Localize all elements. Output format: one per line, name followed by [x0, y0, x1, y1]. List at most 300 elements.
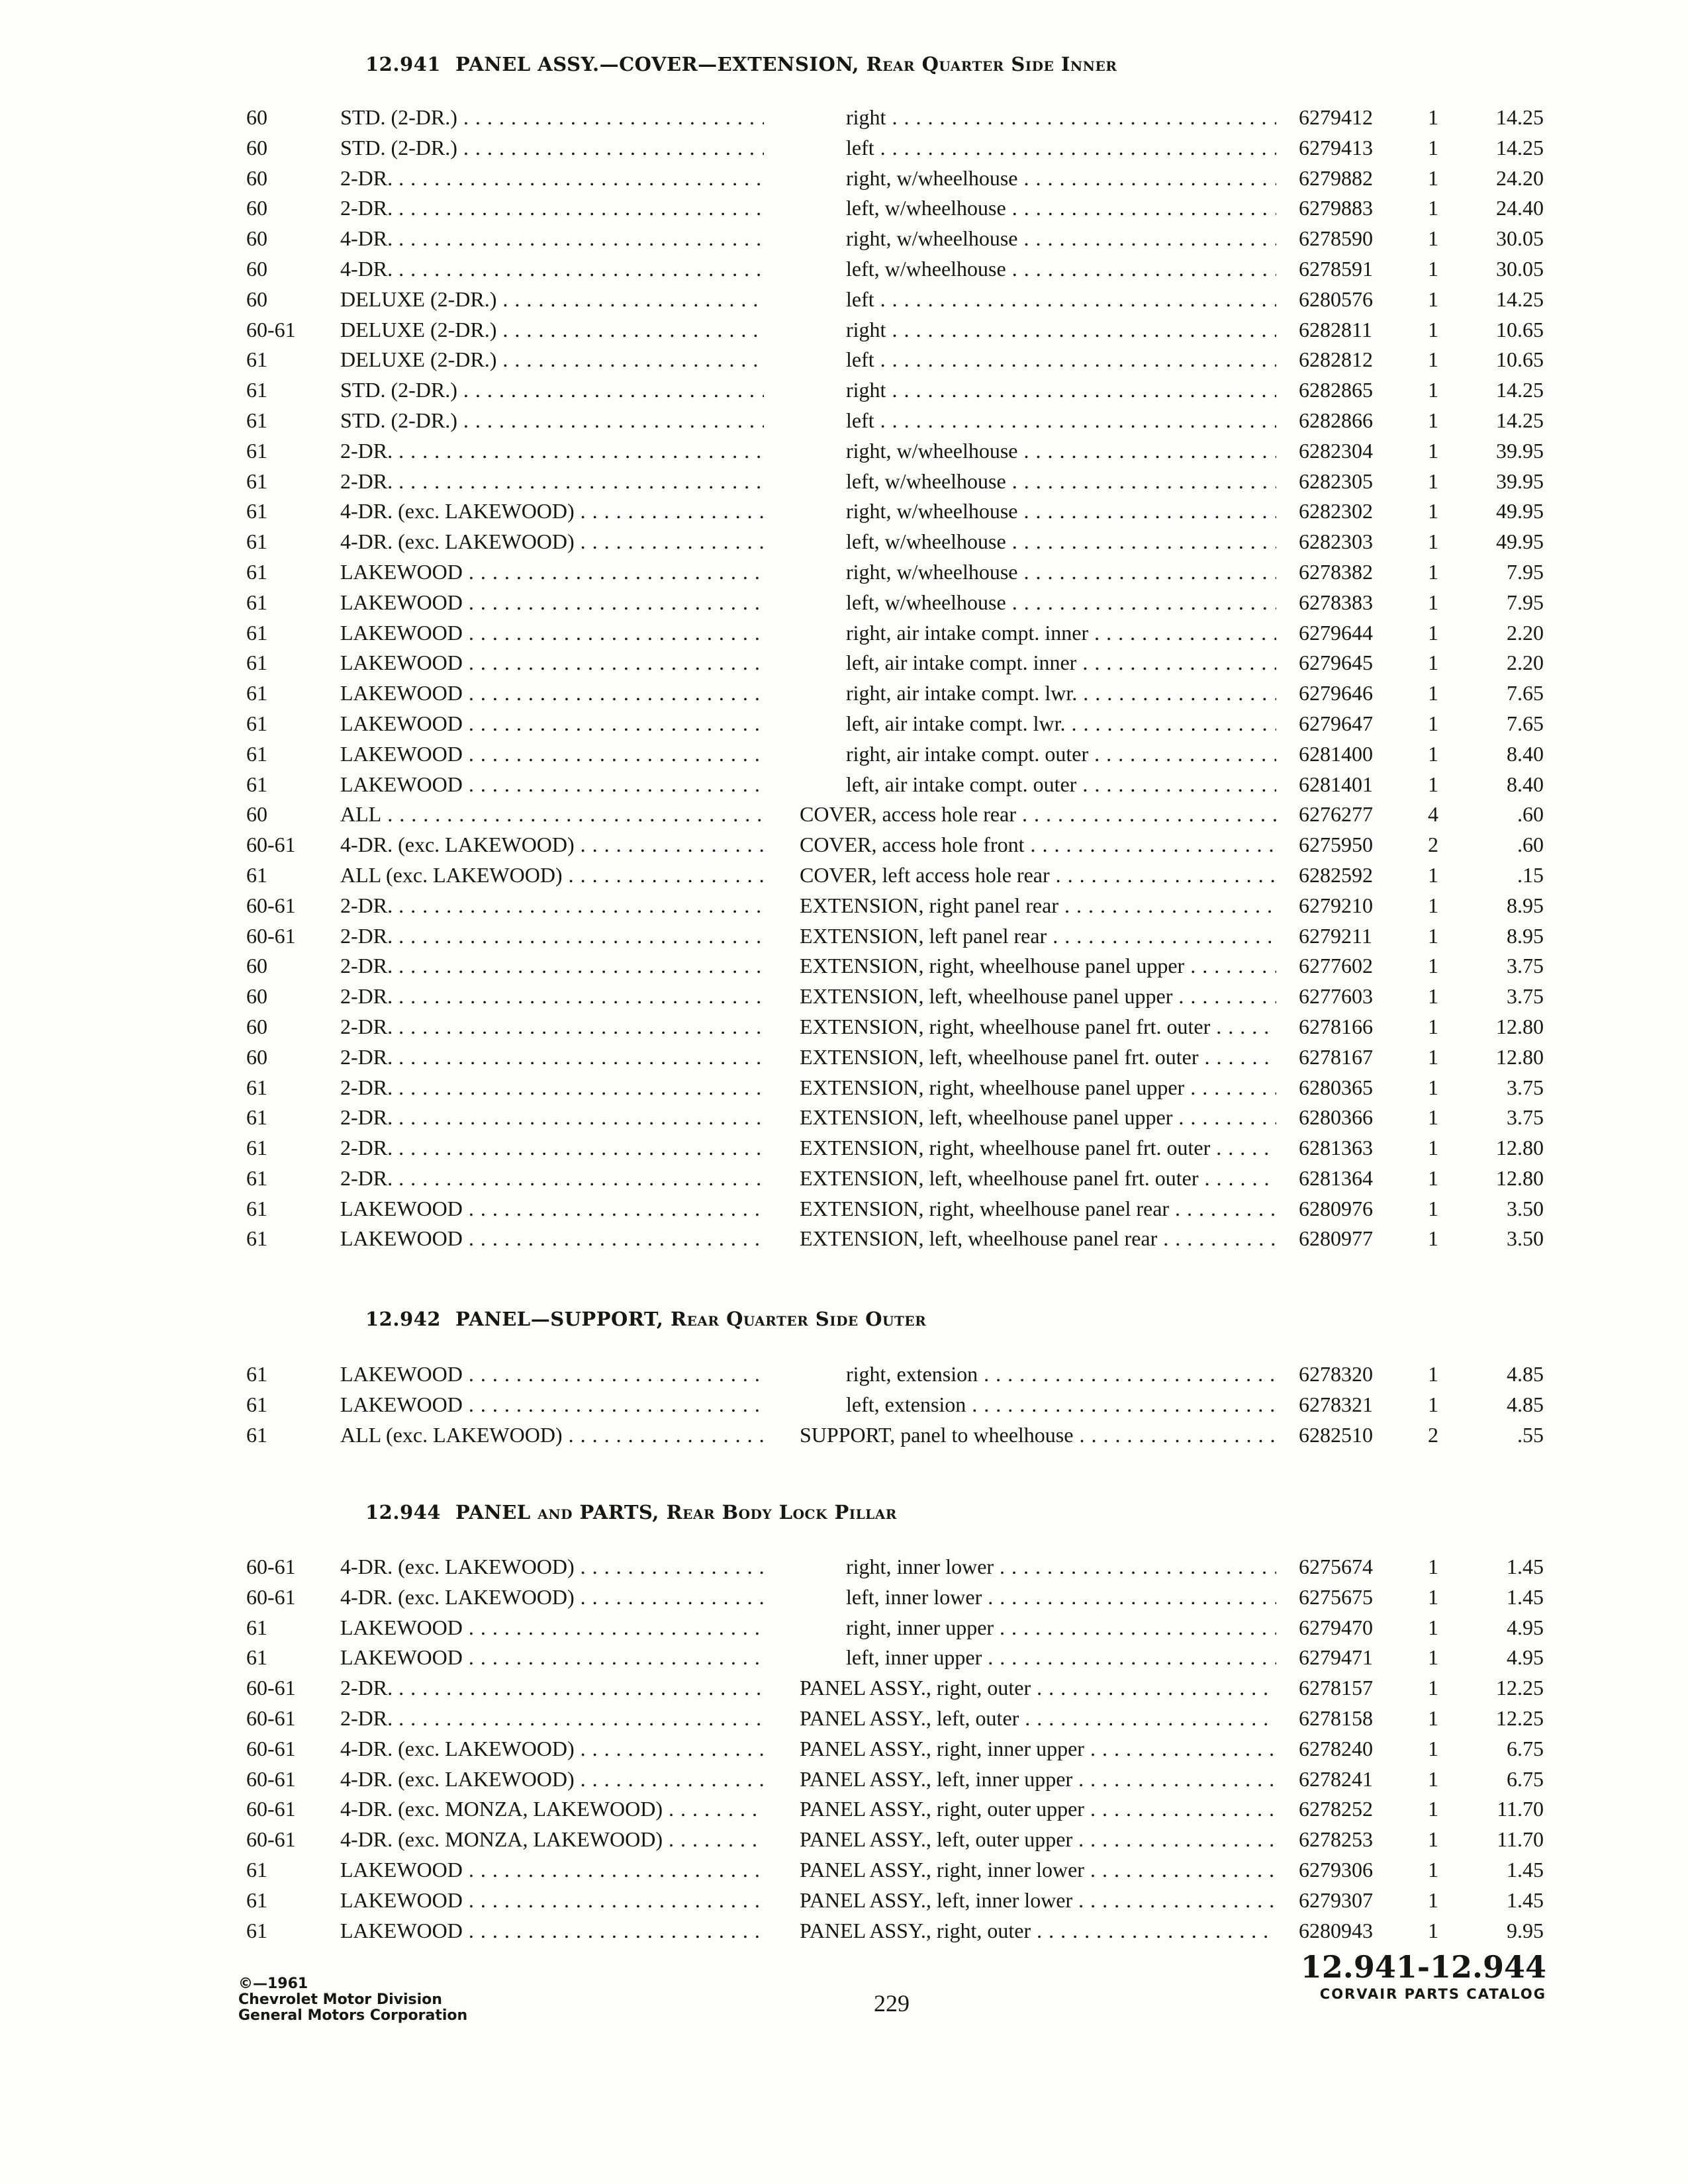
part-description: EXTENSION, right, wheelhouse panel upper . . . — [800, 1073, 1276, 1103]
part-number: 6282302 — [1299, 499, 1373, 523]
part-row — [0, 133, 1688, 163]
model-name: LAKEWOOD . . . — [340, 709, 764, 739]
model-year: 60 — [246, 165, 267, 190]
part-description: right, air intake compt. lwr. . . . — [846, 678, 1276, 709]
part-row — [0, 1133, 1688, 1163]
model-year: 61 — [246, 590, 267, 614]
part-row — [0, 799, 1688, 830]
quantity: 1 — [1428, 1615, 1438, 1639]
model-name: DELUXE (2-DR.) . . . — [340, 285, 764, 315]
part-row — [0, 1420, 1688, 1451]
part-number: 6279306 — [1299, 1857, 1373, 1882]
part-description: PANEL ASSY., left, inner lower . . . — [800, 1886, 1276, 1916]
part-number: 6279646 — [1299, 681, 1373, 705]
part-description: EXTENSION, left, wheelhouse panel rear . . . — [800, 1224, 1276, 1254]
quantity: 1 — [1428, 711, 1438, 735]
part-description: COVER, access hole rear . . . — [800, 799, 1276, 830]
part-description: right, w/wheelhouse . . . — [846, 163, 1276, 194]
quantity: 1 — [1428, 1044, 1438, 1069]
part-number: 6282303 — [1299, 529, 1373, 554]
section-title — [365, 1501, 897, 1524]
quantity: 1 — [1428, 559, 1438, 584]
model-year: 61 — [246, 1422, 267, 1447]
part-description: EXTENSION, right, wheelhouse panel upper . . . — [800, 951, 1276, 981]
model-year: 61 — [246, 378, 267, 402]
model-name: 2-DR. . . . — [340, 921, 764, 952]
model-year: 60-61 — [246, 1676, 296, 1700]
part-row — [0, 1916, 1688, 1946]
price: 4.95 — [1507, 1645, 1544, 1670]
section-number: 12.944 — [365, 1501, 441, 1524]
model-name: 4-DR. (exc. LAKEWOOD) . . . — [340, 496, 764, 527]
model-year: 60 — [246, 135, 267, 159]
section-heading: PANEL ASSY.—COVER—EXTENSION, Rear Quarter Side Inner — [455, 53, 1117, 75]
model-name: 2-DR. . . . — [340, 163, 764, 194]
quantity: 1 — [1428, 1584, 1438, 1609]
part-row — [0, 1704, 1688, 1734]
model-year: 60-61 — [246, 1706, 296, 1730]
part-row — [0, 678, 1688, 709]
part-description: PANEL ASSY., right, outer . . . — [800, 1673, 1276, 1704]
price: 4.85 — [1507, 1362, 1544, 1386]
model-name: DELUXE (2-DR.) . . . — [340, 315, 764, 345]
part-number: 6280365 — [1299, 1075, 1373, 1099]
model-name: 4-DR. (exc. LAKEWOOD) . . . — [340, 1552, 764, 1582]
part-row — [0, 345, 1688, 375]
part-number: 6282304 — [1299, 438, 1373, 463]
part-description: PANEL ASSY., left, outer . . . — [800, 1704, 1276, 1734]
quantity: 1 — [1428, 893, 1438, 917]
model-name: LAKEWOOD . . . — [340, 618, 764, 649]
model-name: 4-DR. (exc. LAKEWOOD) . . . — [340, 527, 764, 557]
part-number: 6278241 — [1299, 1766, 1373, 1791]
model-name: LAKEWOOD . . . — [340, 1613, 764, 1643]
part-description: EXTENSION, left, wheelhouse panel frt. outer . . . — [800, 1042, 1276, 1073]
section-heading: PANEL—SUPPORT, Rear Quarter Side Outer — [455, 1308, 927, 1330]
part-number: 6282812 — [1299, 347, 1373, 372]
part-number: 6278591 — [1299, 256, 1373, 281]
model-year: 60 — [246, 226, 267, 251]
model-year: 60 — [246, 802, 267, 827]
part-number: 6282866 — [1299, 408, 1373, 432]
model-year: 60-61 — [246, 317, 296, 341]
part-row — [0, 163, 1688, 194]
model-year: 60 — [246, 984, 267, 1009]
section-heading: PANEL and PARTS, Rear Body Lock Pillar — [455, 1501, 897, 1524]
quantity: 1 — [1428, 1676, 1438, 1700]
model-year: 61 — [246, 741, 267, 766]
model-name: 4-DR. (exc. LAKEWOOD) . . . — [340, 1764, 764, 1795]
model-name: LAKEWOOD . . . — [340, 1916, 764, 1946]
part-description: right, air intake compt. outer . . . — [846, 739, 1276, 770]
part-number: 6281364 — [1299, 1165, 1373, 1190]
part-row — [0, 1359, 1688, 1390]
parts-list — [0, 103, 1688, 1254]
quantity: 1 — [1428, 469, 1438, 493]
part-number: 6278383 — [1299, 590, 1373, 614]
quantity: 1 — [1428, 954, 1438, 978]
part-description: left, air intake compt. outer . . . — [846, 770, 1276, 800]
model-year: 61 — [246, 1392, 267, 1416]
part-row — [0, 1103, 1688, 1133]
model-year: 60-61 — [246, 1766, 296, 1791]
model-name: LAKEWOOD . . . — [340, 1643, 764, 1673]
part-row — [0, 467, 1688, 497]
quantity: 2 — [1428, 1422, 1438, 1447]
quantity: 1 — [1428, 287, 1438, 311]
part-row — [0, 770, 1688, 800]
model-name: LAKEWOOD . . . — [340, 1194, 764, 1224]
part-description: PANEL ASSY., right, outer upper . . . — [800, 1794, 1276, 1825]
part-row — [0, 1042, 1688, 1073]
part-description: left, inner lower . . . — [846, 1582, 1276, 1613]
quantity: 1 — [1428, 1706, 1438, 1730]
quantity: 4 — [1428, 802, 1438, 827]
part-number: 6275950 — [1299, 833, 1373, 857]
quantity: 1 — [1428, 438, 1438, 463]
quantity: 1 — [1428, 772, 1438, 796]
model-year: 61 — [246, 1888, 267, 1912]
price: 39.95 — [1496, 469, 1544, 493]
price: 11.70 — [1497, 1827, 1544, 1852]
part-number: 6281400 — [1299, 741, 1373, 766]
quantity: 1 — [1428, 1555, 1438, 1578]
part-number: 6280943 — [1299, 1918, 1373, 1942]
part-number: 6279644 — [1299, 620, 1373, 645]
model-year: 60-61 — [246, 923, 296, 948]
model-year: 61 — [246, 1075, 267, 1099]
part-description: left, w/wheelhouse . . . — [846, 193, 1276, 224]
model-year: 61 — [246, 408, 267, 432]
part-row — [0, 1582, 1688, 1613]
part-row — [0, 285, 1688, 315]
part-description: left . . . — [846, 406, 1276, 436]
part-description: PANEL ASSY., left, outer upper . . . — [800, 1825, 1276, 1855]
model-year: 61 — [246, 711, 267, 735]
part-row — [0, 981, 1688, 1012]
price: 7.95 — [1507, 590, 1544, 614]
model-year: 61 — [246, 862, 267, 887]
model-name: 2-DR. . . . — [340, 1704, 764, 1734]
price: 1.45 — [1507, 1584, 1544, 1609]
part-row — [0, 830, 1688, 860]
price: 3.50 — [1507, 1196, 1544, 1220]
model-name: 4-DR. (exc. LAKEWOOD) . . . — [340, 1582, 764, 1613]
price: 3.75 — [1507, 954, 1544, 978]
quantity: 1 — [1428, 1196, 1438, 1220]
model-year: 60 — [246, 196, 267, 220]
price: 11.70 — [1497, 1797, 1544, 1821]
part-description: right, w/wheelhouse . . . — [846, 224, 1276, 254]
quantity: 1 — [1428, 620, 1438, 645]
part-description: right, w/wheelhouse . . . — [846, 557, 1276, 588]
part-number: 6279307 — [1299, 1888, 1373, 1912]
quantity: 1 — [1428, 1645, 1438, 1670]
part-number: 6278320 — [1299, 1362, 1373, 1386]
model-year: 61 — [246, 620, 267, 645]
quantity: 1 — [1428, 165, 1438, 190]
part-row — [0, 588, 1688, 618]
part-row — [0, 1390, 1688, 1420]
model-year: 61 — [246, 1615, 267, 1639]
part-row — [0, 406, 1688, 436]
part-description: left, w/wheelhouse . . . — [846, 254, 1276, 285]
part-description: right . . . — [846, 103, 1276, 133]
price: .60 — [1517, 802, 1544, 827]
part-row — [0, 1855, 1688, 1886]
part-description: right . . . — [846, 315, 1276, 345]
part-description: PANEL ASSY., right, inner lower . . . — [800, 1855, 1276, 1886]
model-year: 61 — [246, 438, 267, 463]
model-year: 61 — [246, 1645, 267, 1670]
model-name: 2-DR. . . . — [340, 1163, 764, 1194]
part-number: 6282510 — [1299, 1422, 1373, 1447]
price: 12.80 — [1496, 1136, 1544, 1160]
quantity: 1 — [1428, 1105, 1438, 1130]
price: 24.20 — [1496, 165, 1544, 190]
quantity: 2 — [1428, 833, 1438, 857]
model-year: 60-61 — [246, 1797, 296, 1821]
price: 49.95 — [1496, 499, 1544, 523]
part-number: 6280977 — [1299, 1226, 1373, 1251]
quantity: 1 — [1428, 499, 1438, 523]
part-number: 6279412 — [1299, 105, 1373, 129]
part-description: right, inner upper . . . — [846, 1613, 1276, 1643]
part-number: 6278240 — [1299, 1736, 1373, 1760]
part-number: 6280366 — [1299, 1105, 1373, 1130]
division-name: Chevrolet Motor Division — [238, 1991, 442, 2008]
price: 7.65 — [1507, 681, 1544, 705]
model-year: 60-61 — [246, 1736, 296, 1760]
model-name: STD. (2-DR.) . . . — [340, 406, 764, 436]
part-description: left, extension . . . — [846, 1390, 1276, 1420]
price: .60 — [1517, 833, 1544, 857]
model-name: LAKEWOOD . . . — [340, 678, 764, 709]
model-year: 60-61 — [246, 1584, 296, 1609]
part-number: 6278253 — [1299, 1827, 1373, 1852]
part-number: 6279210 — [1299, 893, 1373, 917]
part-row — [0, 1194, 1688, 1224]
quantity: 1 — [1428, 135, 1438, 159]
price: 1.45 — [1507, 1888, 1544, 1912]
price: 6.75 — [1507, 1736, 1544, 1760]
part-row — [0, 739, 1688, 770]
part-row — [0, 648, 1688, 678]
price: 14.25 — [1496, 135, 1544, 159]
quantity: 1 — [1428, 1136, 1438, 1160]
part-number: 6282305 — [1299, 469, 1373, 493]
part-description: left, inner upper . . . — [846, 1643, 1276, 1673]
part-description: PANEL ASSY., left, inner upper . . . — [800, 1764, 1276, 1795]
quantity: 1 — [1428, 923, 1438, 948]
part-row — [0, 224, 1688, 254]
part-description: COVER, left access hole rear . . . — [800, 860, 1276, 891]
part-row — [0, 496, 1688, 527]
model-year: 60-61 — [246, 1555, 296, 1578]
model-name: 4-DR. (exc. LAKEWOOD) . . . — [340, 830, 764, 860]
part-number: 6278382 — [1299, 559, 1373, 584]
part-description: left, w/wheelhouse . . . — [846, 588, 1276, 618]
part-number: 6278252 — [1299, 1797, 1373, 1821]
model-year: 61 — [246, 1196, 267, 1220]
part-row — [0, 1673, 1688, 1704]
part-number: 6278167 — [1299, 1044, 1373, 1069]
part-description: EXTENSION, right, wheelhouse panel rear . . . — [800, 1194, 1276, 1224]
price: 3.75 — [1507, 1105, 1544, 1130]
part-number: 6279883 — [1299, 196, 1373, 220]
part-number: 6278166 — [1299, 1014, 1373, 1038]
price: .15 — [1517, 862, 1544, 887]
model-name: LAKEWOOD . . . — [340, 770, 764, 800]
quantity: 1 — [1428, 1766, 1438, 1791]
quantity: 1 — [1428, 651, 1438, 675]
section-title — [365, 53, 1117, 75]
part-number: 6279471 — [1299, 1645, 1373, 1670]
model-year: 61 — [246, 529, 267, 554]
part-row — [0, 891, 1688, 921]
quantity: 1 — [1428, 741, 1438, 766]
model-name: 2-DR. . . . — [340, 1073, 764, 1103]
price: 30.05 — [1496, 256, 1544, 281]
catalog-name: CORVAIR PARTS CATALOG — [1319, 1986, 1546, 2002]
quantity: 1 — [1428, 317, 1438, 341]
price: 24.40 — [1496, 196, 1544, 220]
price: 7.95 — [1507, 559, 1544, 584]
part-row — [0, 1613, 1688, 1643]
model-year: 60-61 — [246, 893, 296, 917]
quantity: 1 — [1428, 681, 1438, 705]
price: 3.75 — [1507, 984, 1544, 1009]
section-range: 12.941-12.944 — [1300, 1949, 1546, 1985]
model-year: 60-61 — [246, 1827, 296, 1852]
part-description: left . . . — [846, 285, 1276, 315]
model-name: 2-DR. . . . — [340, 1012, 764, 1042]
model-name: 2-DR. . . . — [340, 891, 764, 921]
quantity: 1 — [1428, 196, 1438, 220]
model-name: 4-DR. (exc. MONZA, LAKEWOOD) . . . — [340, 1825, 764, 1855]
quantity: 1 — [1428, 408, 1438, 432]
quantity: 1 — [1428, 378, 1438, 402]
publisher-block — [238, 1976, 467, 2024]
part-description: EXTENSION, left, wheelhouse panel frt. outer . . . — [800, 1163, 1276, 1194]
quantity: 1 — [1428, 529, 1438, 554]
part-row — [0, 860, 1688, 891]
price: 12.25 — [1496, 1706, 1544, 1730]
quantity: 1 — [1428, 1918, 1438, 1942]
part-number: 6279882 — [1299, 165, 1373, 190]
price: 4.95 — [1507, 1615, 1544, 1639]
part-number: 6279211 — [1299, 923, 1372, 948]
model-name: 2-DR. . . . — [340, 1042, 764, 1073]
model-name: 4-DR. (exc. LAKEWOOD) . . . — [340, 1734, 764, 1764]
part-row — [0, 103, 1688, 133]
price: 12.80 — [1496, 1165, 1544, 1190]
part-row — [0, 1643, 1688, 1673]
quantity: 1 — [1428, 862, 1438, 887]
quantity: 1 — [1428, 1165, 1438, 1190]
quantity: 1 — [1428, 1797, 1438, 1821]
part-description: left . . . — [846, 345, 1276, 375]
part-description: left, air intake compt. inner . . . — [846, 648, 1276, 678]
part-row — [0, 436, 1688, 467]
model-year: 60 — [246, 105, 267, 129]
model-year: 60 — [246, 287, 267, 311]
part-number: 6282811 — [1299, 317, 1372, 341]
part-number: 6282592 — [1299, 862, 1373, 887]
price: 7.65 — [1507, 711, 1544, 735]
part-number: 6278158 — [1299, 1706, 1373, 1730]
model-name: ALL (exc. LAKEWOOD) . . . — [340, 1420, 764, 1451]
part-number: 6275674 — [1299, 1555, 1373, 1578]
model-year: 61 — [246, 1362, 267, 1386]
part-row — [0, 1825, 1688, 1855]
model-name: DELUXE (2-DR.) . . . — [340, 345, 764, 375]
model-name: LAKEWOOD . . . — [340, 1224, 764, 1254]
model-name: 2-DR. . . . — [340, 467, 764, 497]
parts-list — [0, 1359, 1688, 1450]
price: 3.50 — [1507, 1226, 1544, 1251]
quantity: 1 — [1428, 1392, 1438, 1416]
model-name: LAKEWOOD . . . — [340, 588, 764, 618]
part-row — [0, 1073, 1688, 1103]
part-row — [0, 527, 1688, 557]
part-number: 6278321 — [1299, 1392, 1373, 1416]
price: 3.75 — [1507, 1075, 1544, 1099]
model-name: STD. (2-DR.) . . . — [340, 375, 764, 406]
quantity: 1 — [1428, 226, 1438, 251]
part-row — [0, 951, 1688, 981]
part-description: right, w/wheelhouse . . . — [846, 496, 1276, 527]
part-row — [0, 1764, 1688, 1795]
quantity: 1 — [1428, 347, 1438, 372]
model-name: 2-DR. . . . — [340, 436, 764, 467]
section-number: 12.941 — [365, 53, 441, 75]
model-name: 2-DR. . . . — [340, 981, 764, 1012]
corporation-name: General Motors Corporation — [238, 2007, 468, 2024]
price: 12.80 — [1496, 1044, 1544, 1069]
copyright: ©—1961 — [238, 1976, 308, 1992]
model-name: 2-DR. . . . — [340, 1133, 764, 1163]
price: 1.45 — [1507, 1555, 1544, 1578]
model-name: 2-DR. . . . — [340, 1103, 764, 1133]
quantity: 1 — [1428, 590, 1438, 614]
model-year: 61 — [246, 1136, 267, 1160]
part-row — [0, 1163, 1688, 1194]
model-name: LAKEWOOD . . . — [340, 1359, 764, 1390]
model-name: 2-DR. . . . — [340, 951, 764, 981]
model-name: 4-DR. (exc. MONZA, LAKEWOOD) . . . — [340, 1794, 764, 1825]
part-row — [0, 921, 1688, 952]
model-year: 61 — [246, 681, 267, 705]
price: 30.05 — [1496, 226, 1544, 251]
part-description: EXTENSION, left, wheelhouse panel upper . . . — [800, 1103, 1276, 1133]
part-description: SUPPORT, panel to wheelhouse . . . — [800, 1420, 1276, 1451]
part-description: right, inner lower . . . — [846, 1552, 1276, 1582]
part-number: 6279470 — [1299, 1615, 1373, 1639]
price: 12.25 — [1496, 1676, 1544, 1700]
model-year: 60 — [246, 256, 267, 281]
parts-list — [0, 1552, 1688, 1946]
part-number: 6281401 — [1299, 772, 1373, 796]
page-number: 229 — [874, 1990, 910, 2017]
quantity: 1 — [1428, 1014, 1438, 1038]
model-year: 61 — [246, 559, 267, 584]
model-name: LAKEWOOD . . . — [340, 1390, 764, 1420]
part-description: EXTENSION, right panel rear . . . — [800, 891, 1276, 921]
model-year: 61 — [246, 1918, 267, 1942]
price: 39.95 — [1496, 438, 1544, 463]
model-year: 61 — [246, 651, 267, 675]
